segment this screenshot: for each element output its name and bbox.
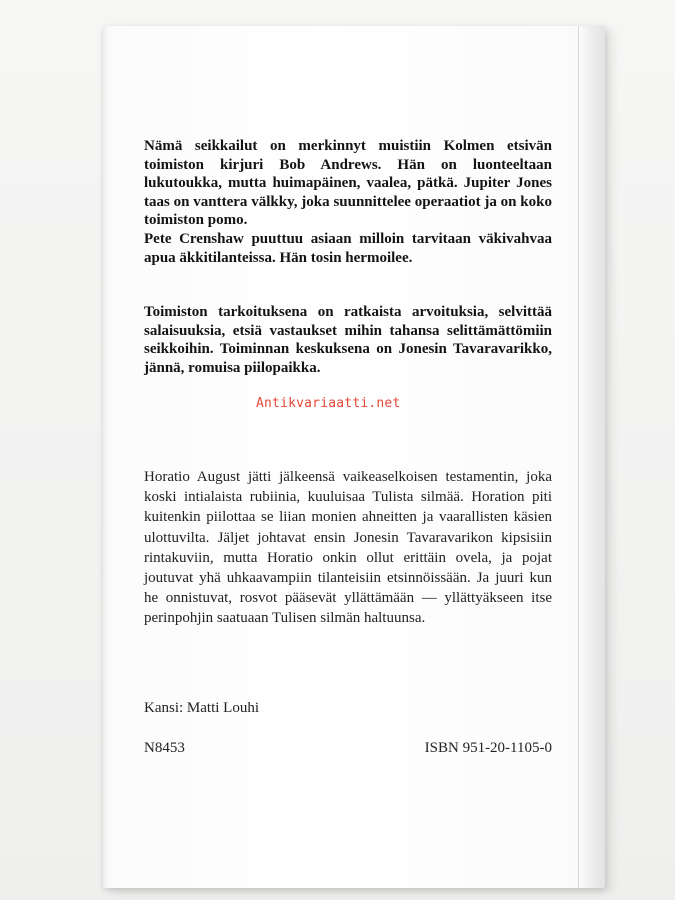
- blurb-characters-text-pete: Pete Crenshaw puuttuu asiaan milloin tarvitaan väkivahvaa apua äkkitilanteissa. Hän tosin hermoilee.: [144, 230, 552, 266]
- blurb-characters-text: Nämä seikkailut on merkinnyt muistiin Kolmen etsivän toimiston kirjuri Bob Andrews. Hän on luonteeltaan lukutoukka, mutta huimapäinen, vaalea, pätkä. Jupiter Jones taas on vanttera välkky, joka suunnittelee operaatiot ja on koko toimiston pomo.: [144, 138, 552, 229]
- product-code: N8453: [144, 740, 185, 756]
- isbn-number: ISBN 951-20-1105-0: [424, 740, 552, 756]
- watermark-text: Antikvariaatti.net: [256, 396, 401, 411]
- blurb-paragraph-characters: [144, 137, 552, 267]
- blurb-paragraph-plot: Horatio August jätti jälkeensä vaikeaselkoisen testamentin, joka koski intialaista rubiinia, kuuluisaa Tulista silmää. Horation piti kuitenkin piilottaa se liian monien ahneitten ja vaarallisten käsien ulottuvilta. Jäljet johtavat ensin Jonesin Tavaravarikon kipsisiin rintakuviin, mutta Horatio onkin ollut erittäin ovela, ja pojat joutuvat yhä uhkaavampiin tilanteisiin etsinnöissään. Ja juuri kun he onnistuvat, rosvot pääsevät yllättämään — yllättyäkseen itse perinpohjin saatuaan Tulisen silmän haltuunsa.: [144, 469, 552, 627]
- cover-artist-credit: Kansi: Matti Louhi: [144, 700, 259, 716]
- blurb-paragraph-agency: Toimiston tarkoituksena on ratkaista arvoituksia, selvittää salaisuuksia, etsiä vastaukset mihin tahansa selittämättömiin seikkoihin. Toiminnan keskuksena on Jonesin Tavaravarikko, jännä, romuisa piilopaikka.: [144, 304, 552, 376]
